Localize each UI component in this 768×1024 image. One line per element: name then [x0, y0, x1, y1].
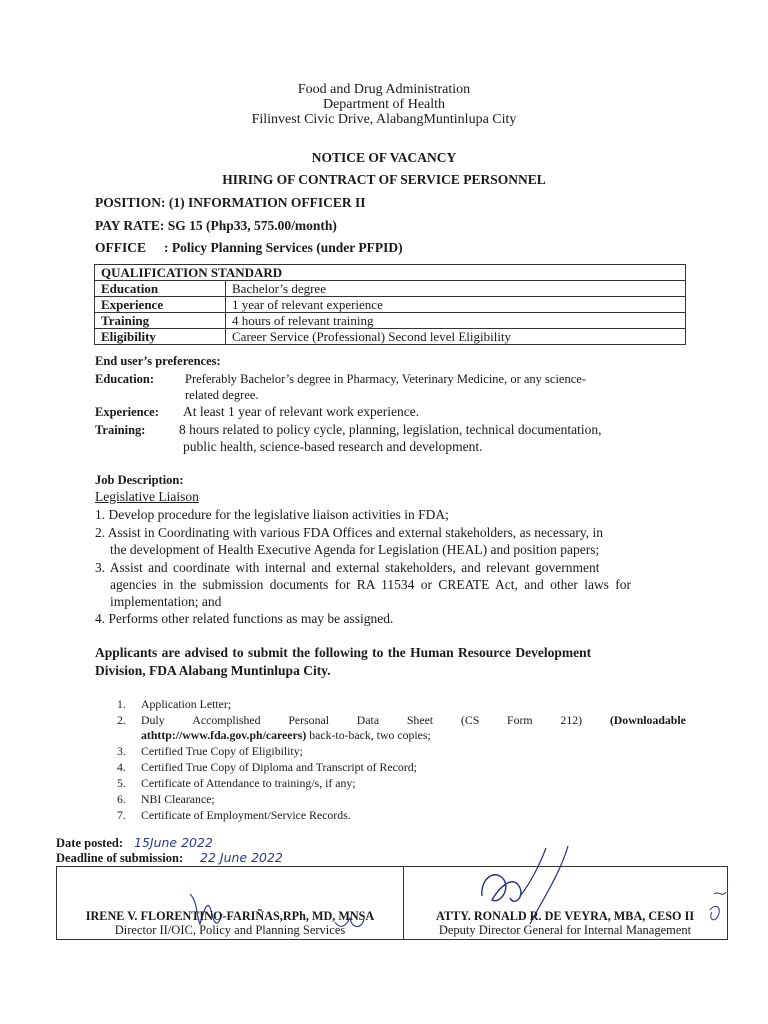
req-2-word: 212): [560, 713, 583, 727]
job-item-2-line1: 2. Assist in Coordinating with various FDA Offices and external stakeholders, as necessary, in: [95, 525, 604, 540]
deadline-label: Deadline of submission:: [56, 851, 184, 865]
req-num-4: 4.: [117, 760, 126, 774]
req-6: NBI Clearance;: [141, 792, 215, 806]
date-posted-label: Date posted:: [56, 836, 124, 850]
office-label: OFFICE: [95, 240, 147, 255]
row-value: Bachelor’s degree: [226, 281, 686, 297]
req-num-6: 6.: [117, 792, 126, 806]
req-5: Certificate of Attendance to training/s, if any;: [141, 776, 356, 790]
job-item-1: 1. Develop procedure for the legislative liaison activities in FDA;: [95, 507, 449, 522]
agency-address: Filinvest Civic Drive, AlabangMuntinlupa City: [251, 112, 517, 127]
department-name: Department of Health: [322, 97, 446, 112]
row-value: Career Service (Professional) Second level Eligibility: [226, 329, 686, 345]
right-signatory-name: ATTY. RONALD R. DE VEYRA, MBA, CESO II: [435, 909, 695, 923]
req-2-word: (CS: [460, 713, 480, 727]
qualification-table: [94, 264, 686, 345]
applicants-line2: Division, FDA Alabang Muntinlupa City.: [95, 663, 331, 678]
table-row: [95, 329, 686, 345]
table-row: [95, 297, 686, 313]
req-2-word: (Downloadable: [609, 713, 686, 727]
pay-rate-line: PAY RATE: SG 15 (Php33, 575.00/month): [95, 218, 337, 233]
pref-education-label: Education:: [95, 372, 155, 386]
notice-title: NOTICE OF VACANCY: [311, 150, 457, 165]
req-4: Certified True Copy of Diploma and Transcript of Record;: [141, 760, 417, 774]
req-2-rest: back-to-back, two copies;: [306, 728, 431, 742]
agency-name: Food and Drug Administration: [297, 82, 471, 97]
applicants-line1: Applicants are advised to submit the following to the Human Resource Development: [95, 645, 592, 660]
row-label: Eligibility: [95, 329, 226, 345]
req-1: Application Letter;: [141, 697, 232, 711]
req-num-5: 5.: [117, 776, 126, 790]
table-row: [95, 281, 686, 297]
req-2-line1: [141, 713, 686, 728]
notice-subtitle: HIRING OF CONTRACT OF SERVICE PERSONNEL: [222, 172, 546, 187]
office-value: : Policy Planning Services (under PFPID): [164, 240, 403, 255]
job-item-4: 4. Performs other related functions as may be assigned.: [95, 611, 394, 626]
req-2-word: Data: [356, 713, 380, 727]
req-num-1: 1.: [117, 697, 126, 711]
job-subheading: Legislative Liaison: [95, 489, 199, 504]
job-heading: Job Description:: [95, 473, 184, 487]
req-2-word: Personal: [288, 713, 329, 727]
table-row: [95, 313, 686, 329]
pref-experience-label: Experience:: [95, 405, 159, 419]
qualification-heading: QUALIFICATION STANDARD: [95, 265, 686, 281]
row-value: 1 year of relevant experience: [226, 297, 686, 313]
req-num-2: 2.: [117, 713, 126, 727]
req-2-word: Form: [507, 713, 533, 727]
req-2-word: Accomplished: [192, 713, 261, 727]
pref-training-line2: public health, science-based research and development.: [183, 439, 483, 454]
position-line: POSITION: (1) INFORMATION OFFICER II: [95, 195, 366, 210]
req-3: Certified True Copy of Eligibility;: [141, 744, 303, 758]
date-posted-value: 15June 2022: [134, 835, 213, 850]
job-item-2-line2: the development of Health Executive Agenda for Legislation (HEAL) and position papers;: [110, 542, 600, 557]
req-num-7: 7.: [117, 808, 126, 822]
req-7: Certificate of Employment/Service Records.: [141, 808, 351, 822]
pref-experience-value: At least 1 year of relevant work experience.: [183, 404, 420, 419]
pref-training-line1: 8 hours related to policy cycle, planning, legislation, technical documentation,: [179, 422, 602, 437]
row-label: Experience: [95, 297, 226, 313]
pref-education-line1: Preferably Bachelor’s degree in Pharmacy, Veterinary Medicine, or any science-: [185, 372, 586, 386]
careers-link[interactable]: athttp://www.fda.gov.ph/careers): [141, 728, 307, 742]
preferences-heading: End user’s preferences:: [95, 354, 221, 368]
pref-education-line2: related degree.: [185, 388, 259, 402]
job-item-3-line1: 3. Assist and coordinate with internal and external stakeholders, and relevant government: [95, 560, 600, 575]
row-label: Training: [95, 313, 226, 329]
deadline-value: 22 June 2022: [200, 850, 283, 865]
left-signatory-title: Director II/OIC, Policy and Planning Services: [114, 923, 346, 937]
pref-training-label: Training:: [95, 423, 146, 437]
right-signatory-title: Deputy Director General for Internal Management: [438, 923, 692, 937]
left-signatory-name: IRENE V. FLORENTINO-FARIÑAS,RPh, MD, MNSA: [85, 909, 375, 923]
row-label: Education: [95, 281, 226, 297]
job-item-3-line3: implementation; and: [110, 594, 222, 609]
req-2-word: Sheet: [406, 713, 434, 727]
req-num-3: 3.: [117, 744, 126, 758]
req-2-line2: [141, 728, 431, 743]
row-value: 4 hours of relevant training: [226, 313, 686, 329]
req-2-word: Duly: [141, 713, 165, 727]
job-item-3-line2: agencies in the submission documents for RA 11534 or CREATE Act, and other laws for: [110, 577, 632, 592]
